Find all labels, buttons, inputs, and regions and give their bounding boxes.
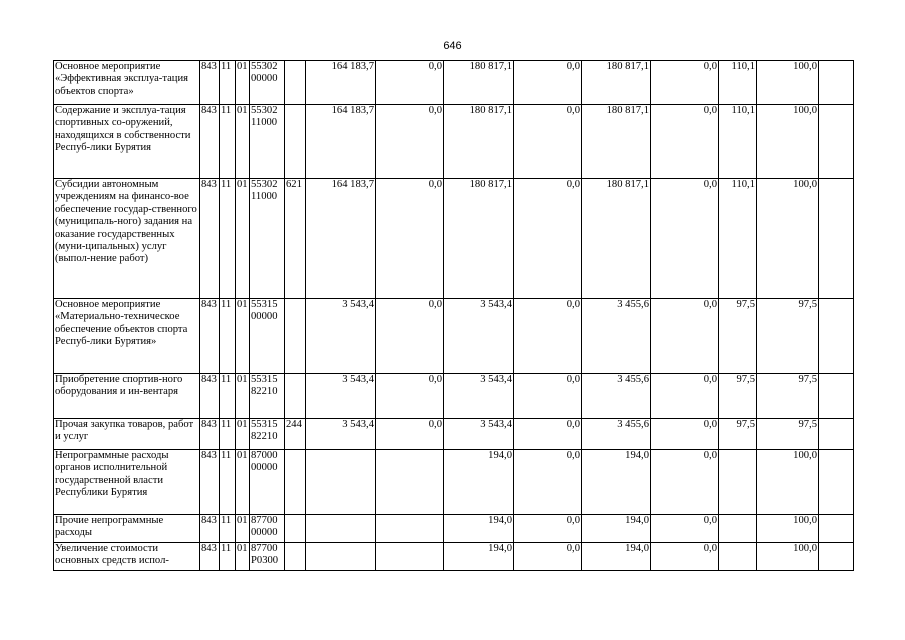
value-8: 97,5 bbox=[757, 299, 819, 374]
value-6: 0,0 bbox=[651, 105, 719, 179]
value-1 bbox=[306, 543, 376, 571]
value-6: 0,0 bbox=[651, 179, 719, 299]
value-7 bbox=[719, 515, 757, 543]
pr-code: 01 bbox=[236, 515, 250, 543]
value-1 bbox=[306, 450, 376, 515]
pr-code: 01 bbox=[236, 450, 250, 515]
value-6: 0,0 bbox=[651, 515, 719, 543]
pr-code: 01 bbox=[236, 299, 250, 374]
table-row bbox=[54, 179, 854, 299]
ved-code: 843 bbox=[200, 419, 220, 450]
value-4: 0,0 bbox=[514, 61, 582, 105]
table-row bbox=[54, 515, 854, 543]
value-4: 0,0 bbox=[514, 450, 582, 515]
vr-code bbox=[285, 105, 306, 179]
empty-cell bbox=[819, 374, 854, 419]
value-5: 180 817,1 bbox=[582, 105, 651, 179]
pr-code: 01 bbox=[236, 179, 250, 299]
value-3: 3 543,4 bbox=[444, 374, 514, 419]
value-4: 0,0 bbox=[514, 179, 582, 299]
vr-code: 244 bbox=[285, 419, 306, 450]
pr-code: 01 bbox=[236, 61, 250, 105]
cs-code: 55302 11000 bbox=[250, 105, 285, 179]
rz-code: 11 bbox=[220, 374, 236, 419]
value-2: 0,0 bbox=[376, 419, 444, 450]
ved-code: 843 bbox=[200, 61, 220, 105]
value-2: 0,0 bbox=[376, 179, 444, 299]
value-6: 0,0 bbox=[651, 450, 719, 515]
row-name: Прочая закупка товаров, работ и услуг bbox=[54, 419, 200, 450]
cs-code: 55315 00000 bbox=[250, 299, 285, 374]
value-7: 97,5 bbox=[719, 374, 757, 419]
table-row bbox=[54, 105, 854, 179]
table-row bbox=[54, 419, 854, 450]
value-1 bbox=[306, 515, 376, 543]
ved-code: 843 bbox=[200, 105, 220, 179]
value-1: 164 183,7 bbox=[306, 179, 376, 299]
value-5: 194,0 bbox=[582, 450, 651, 515]
value-5: 180 817,1 bbox=[582, 61, 651, 105]
value-5: 180 817,1 bbox=[582, 179, 651, 299]
row-name: Содержание и эксплуа-тация спортивных со-оружений, находящихся в собственности Респуб-лики Бурятия bbox=[54, 105, 200, 179]
value-3: 180 817,1 bbox=[444, 105, 514, 179]
value-8: 97,5 bbox=[757, 374, 819, 419]
empty-cell bbox=[819, 450, 854, 515]
ved-code: 843 bbox=[200, 374, 220, 419]
vr-code bbox=[285, 543, 306, 571]
vr-code bbox=[285, 299, 306, 374]
value-7: 110,1 bbox=[719, 105, 757, 179]
rz-code: 11 bbox=[220, 61, 236, 105]
cs-code: 87000 00000 bbox=[250, 450, 285, 515]
value-8: 100,0 bbox=[757, 543, 819, 571]
vr-code: 621 bbox=[285, 179, 306, 299]
value-2 bbox=[376, 543, 444, 571]
vr-code bbox=[285, 450, 306, 515]
value-3: 194,0 bbox=[444, 543, 514, 571]
empty-cell bbox=[819, 419, 854, 450]
cs-code: 55315 82210 bbox=[250, 374, 285, 419]
value-6: 0,0 bbox=[651, 299, 719, 374]
budget-table bbox=[53, 60, 854, 571]
value-4: 0,0 bbox=[514, 419, 582, 450]
value-6: 0,0 bbox=[651, 419, 719, 450]
value-7: 97,5 bbox=[719, 419, 757, 450]
value-2: 0,0 bbox=[376, 374, 444, 419]
value-2: 0,0 bbox=[376, 61, 444, 105]
vr-code bbox=[285, 515, 306, 543]
ved-code: 843 bbox=[200, 179, 220, 299]
page-number: 646 bbox=[443, 40, 462, 52]
value-5: 3 455,6 bbox=[582, 374, 651, 419]
value-7: 110,1 bbox=[719, 61, 757, 105]
row-name: Увеличение стоимости основных средств испол- bbox=[54, 543, 200, 571]
cs-code: 55315 82210 bbox=[250, 419, 285, 450]
pr-code: 01 bbox=[236, 105, 250, 179]
value-4: 0,0 bbox=[514, 543, 582, 571]
row-name: Субсидии автономным учреждениям на финансо-вое обеспечение государ-ственного (муниципаль-ного) задания на оказание государственных (муни-ципальных) услуг (выпол-нение работ) bbox=[54, 179, 200, 299]
table-row bbox=[54, 450, 854, 515]
value-7 bbox=[719, 543, 757, 571]
value-4: 0,0 bbox=[514, 105, 582, 179]
value-7: 110,1 bbox=[719, 179, 757, 299]
pr-code: 01 bbox=[236, 374, 250, 419]
value-5: 3 455,6 bbox=[582, 299, 651, 374]
rz-code: 11 bbox=[220, 299, 236, 374]
value-1: 164 183,7 bbox=[306, 105, 376, 179]
table-row bbox=[54, 374, 854, 419]
rz-code: 11 bbox=[220, 419, 236, 450]
row-name: Основное мероприятие «Эффективная эксплуа-тация объектов спорта» bbox=[54, 61, 200, 105]
value-4: 0,0 bbox=[514, 299, 582, 374]
value-2: 0,0 bbox=[376, 105, 444, 179]
value-4: 0,0 bbox=[514, 374, 582, 419]
value-8: 100,0 bbox=[757, 61, 819, 105]
value-3: 194,0 bbox=[444, 450, 514, 515]
cs-code: 55302 11000 bbox=[250, 179, 285, 299]
empty-cell bbox=[819, 543, 854, 571]
row-name: Приобретение спортив-ного оборудования и ин-вентаря bbox=[54, 374, 200, 419]
vr-code bbox=[285, 374, 306, 419]
value-3: 3 543,4 bbox=[444, 419, 514, 450]
ved-code: 843 bbox=[200, 299, 220, 374]
rz-code: 11 bbox=[220, 543, 236, 571]
row-name: Непрограммные расходы органов исполнительной государственной власти Республики Бурятия bbox=[54, 450, 200, 515]
value-2 bbox=[376, 515, 444, 543]
value-1: 3 543,4 bbox=[306, 374, 376, 419]
value-3: 180 817,1 bbox=[444, 179, 514, 299]
value-6: 0,0 bbox=[651, 374, 719, 419]
rz-code: 11 bbox=[220, 450, 236, 515]
value-5: 194,0 bbox=[582, 543, 651, 571]
rz-code: 11 bbox=[220, 105, 236, 179]
empty-cell bbox=[819, 299, 854, 374]
pr-code: 01 bbox=[236, 419, 250, 450]
value-1: 3 543,4 bbox=[306, 299, 376, 374]
value-8: 100,0 bbox=[757, 105, 819, 179]
value-6: 0,0 bbox=[651, 543, 719, 571]
rz-code: 11 bbox=[220, 179, 236, 299]
ved-code: 843 bbox=[200, 515, 220, 543]
value-2: 0,0 bbox=[376, 299, 444, 374]
value-1: 3 543,4 bbox=[306, 419, 376, 450]
value-8: 100,0 bbox=[757, 515, 819, 543]
value-8: 100,0 bbox=[757, 179, 819, 299]
empty-cell bbox=[819, 105, 854, 179]
value-6: 0,0 bbox=[651, 61, 719, 105]
table-row bbox=[54, 61, 854, 105]
value-5: 194,0 bbox=[582, 515, 651, 543]
value-1: 164 183,7 bbox=[306, 61, 376, 105]
table-row bbox=[54, 543, 854, 571]
value-3: 194,0 bbox=[444, 515, 514, 543]
cs-code: 55302 00000 bbox=[250, 61, 285, 105]
value-8: 97,5 bbox=[757, 419, 819, 450]
row-name: Основное мероприятие «Материально-техническое обеспечение объектов спорта Респуб-лики Бурятия» bbox=[54, 299, 200, 374]
value-3: 180 817,1 bbox=[444, 61, 514, 105]
empty-cell bbox=[819, 179, 854, 299]
value-4: 0,0 bbox=[514, 515, 582, 543]
row-name: Прочие непрограммные расходы bbox=[54, 515, 200, 543]
value-7: 97,5 bbox=[719, 299, 757, 374]
value-2 bbox=[376, 450, 444, 515]
cs-code: 87700 00000 bbox=[250, 515, 285, 543]
empty-cell bbox=[819, 515, 854, 543]
vr-code bbox=[285, 61, 306, 105]
ved-code: 843 bbox=[200, 450, 220, 515]
value-8: 100,0 bbox=[757, 450, 819, 515]
value-3: 3 543,4 bbox=[444, 299, 514, 374]
empty-cell bbox=[819, 61, 854, 105]
pr-code: 01 bbox=[236, 543, 250, 571]
rz-code: 11 bbox=[220, 515, 236, 543]
table-row bbox=[54, 299, 854, 374]
value-7 bbox=[719, 450, 757, 515]
value-5: 3 455,6 bbox=[582, 419, 651, 450]
cs-code: 87700 P0300 bbox=[250, 543, 285, 571]
ved-code: 843 bbox=[200, 543, 220, 571]
